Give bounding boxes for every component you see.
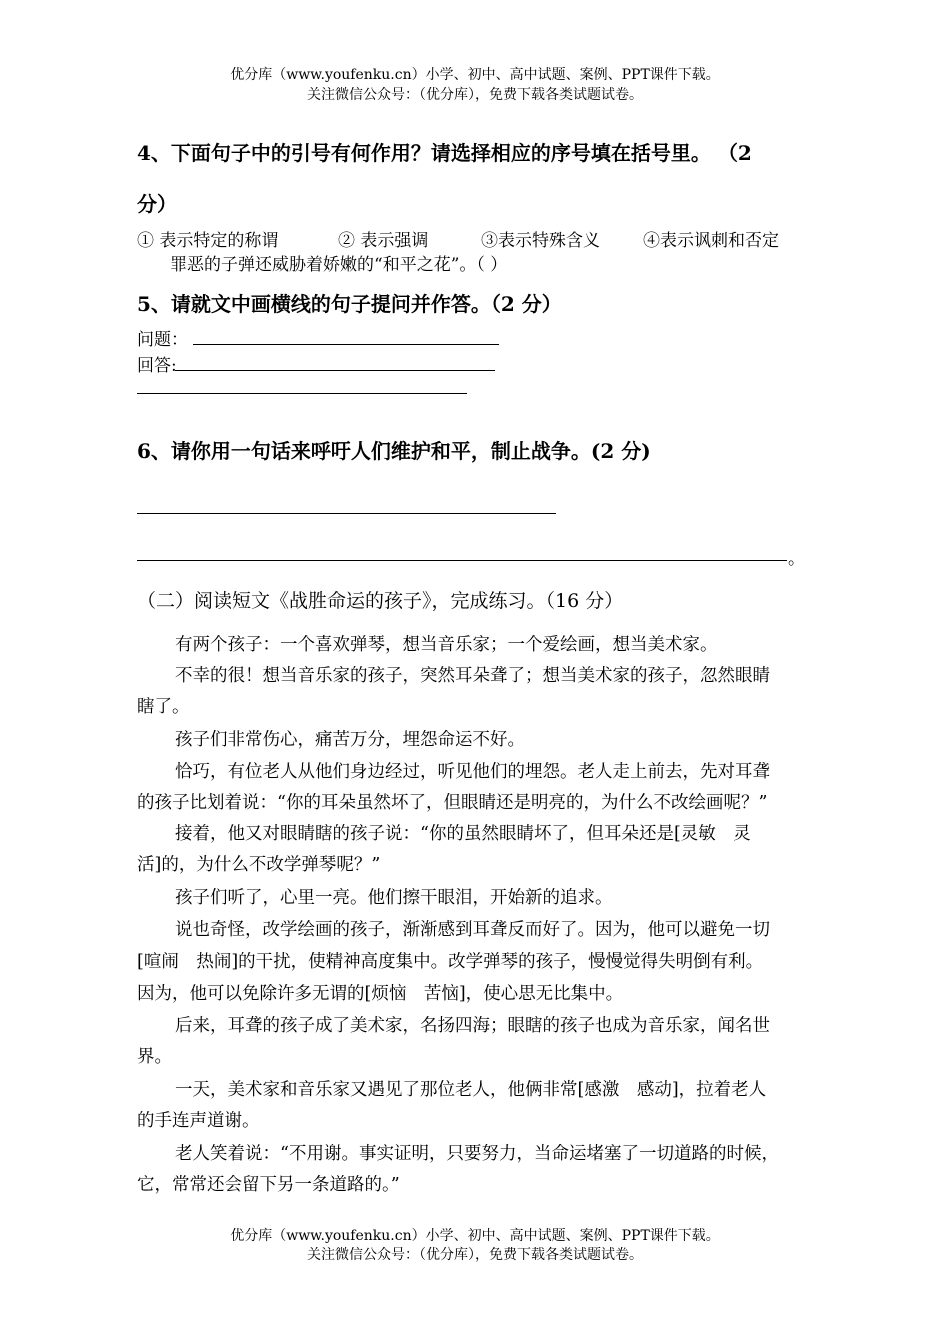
q5-question-blank[interactable] [193,344,499,345]
q4-option-1: ① 表示特定的称谓 [137,231,279,251]
section2-title: （二）阅读短文《战胜命运的孩子》，完成练习。（16 分） [137,590,624,612]
q4-option-4: ④表示讽刺和否定 [643,231,779,251]
page-footer-line1: 优分库（www.youfenku.cn）小学、初中、高中试题、案例、PPT课件下载。 [230,1228,720,1244]
passage-p8-line1: 后来，耳聋的孩子成了美术家，名扬四海；眼瞎的孩子也成为音乐家，闻名世 [175,1016,770,1036]
q5-answer-blank-2[interactable] [137,393,467,394]
passage-p9-line2: 的手连声道谢。 [137,1111,260,1131]
passage-p9-line1: 一天，美术家和音乐家又遇见了那位老人，他俩非常[感激 感动]，拉着老人 [175,1080,767,1100]
page-header-line2: 关注微信公众号：（优分库），免费下载各类试题试卷。 [307,87,643,103]
q5-answer-label: 回答: [137,356,177,376]
passage-p10-line1: 老人笑着说：“不用谢。事实证明，只要努力，当命运堵塞了一切道路的时候， [175,1144,779,1164]
passage-p2-line2: 瞎了。 [137,697,190,717]
passage-p7-line2: [喧闹 热闹]的干扰，使精神高度集中。改学弹琴的孩子，慢慢觉得失明倒有利。 [137,952,764,972]
passage-p5-line1: 接着，他又对眼睛瞎的孩子说：“你的虽然眼睛坏了，但耳朵还是[灵敏 灵 [175,824,751,844]
passage-p4-line2: 的孩子比划着说：“你的耳朵虽然坏了，但眼睛还是明亮的，为什么不改绘画呢？” [137,793,768,813]
q6-end-mark: 。 [788,549,805,569]
q6-answer-blank-1[interactable] [137,513,556,514]
passage-p5-line2: 活]的，为什么不改学弹琴呢？” [137,855,381,875]
q4-title: 4、下面句子中的引号有何作用？请选择相应的序号填在括号里。 （2 [137,141,752,165]
q4-title-cont: 分） [137,192,177,216]
page-footer-line2: 关注微信公众号：（优分库），免费下载各类试题试卷。 [307,1247,643,1263]
passage-p4-line1: 恰巧，有位老人从他们身边经过，听见他们的埋怨。老人走上前去，先对耳聋 [175,762,770,782]
page-header-line1: 优分库（www.youfenku.cn）小学、初中、高中试题、案例、PPT课件下载。 [230,67,720,83]
q6-answer-blank-2[interactable] [137,560,787,561]
passage-p6-line1: 孩子们听了，心里一亮。他们擦干眼泪，开始新的追求。 [175,888,613,908]
q4-option-3: ③表示特殊含义 [481,231,600,251]
q4-sentence: 罪恶的子弹还威胁着娇嫩的“和平之花”。（ ） [170,255,508,275]
q6-title: 6、请你用一句话来呼吁人们维护和平，制止战争。(2 分) [137,439,651,463]
q5-question-label: 问题： [137,330,188,350]
passage-p8-line2: 界。 [137,1047,172,1067]
passage-p7-line1: 说也奇怪，改学绘画的孩子，渐渐感到耳聋反而好了。因为，他可以避免一切 [175,920,770,940]
passage-p2-line1: 不幸的很！想当音乐家的孩子，突然耳朵聋了；想当美术家的孩子，忽然眼睛 [175,666,770,686]
passage-p1-line1: 有两个孩子：一个喜欢弹琴，想当音乐家；一个爱绘画，想当美术家。 [175,635,718,655]
q5-answer-blank-1[interactable] [175,370,495,371]
q5-title: 5、请就文中画横线的句子提问并作答。（2 分） [137,292,562,316]
passage-p10-line2: 它，常常还会留下另一条道路的。” [137,1175,400,1195]
q4-option-2: ② 表示强调 [338,231,429,251]
passage-p3-line1: 孩子们非常伤心，痛苦万分，埋怨命运不好。 [175,730,525,750]
passage-p7-line3: 因为，他可以免除许多无谓的[烦恼 苦恼]，使心思无比集中。 [137,984,624,1004]
